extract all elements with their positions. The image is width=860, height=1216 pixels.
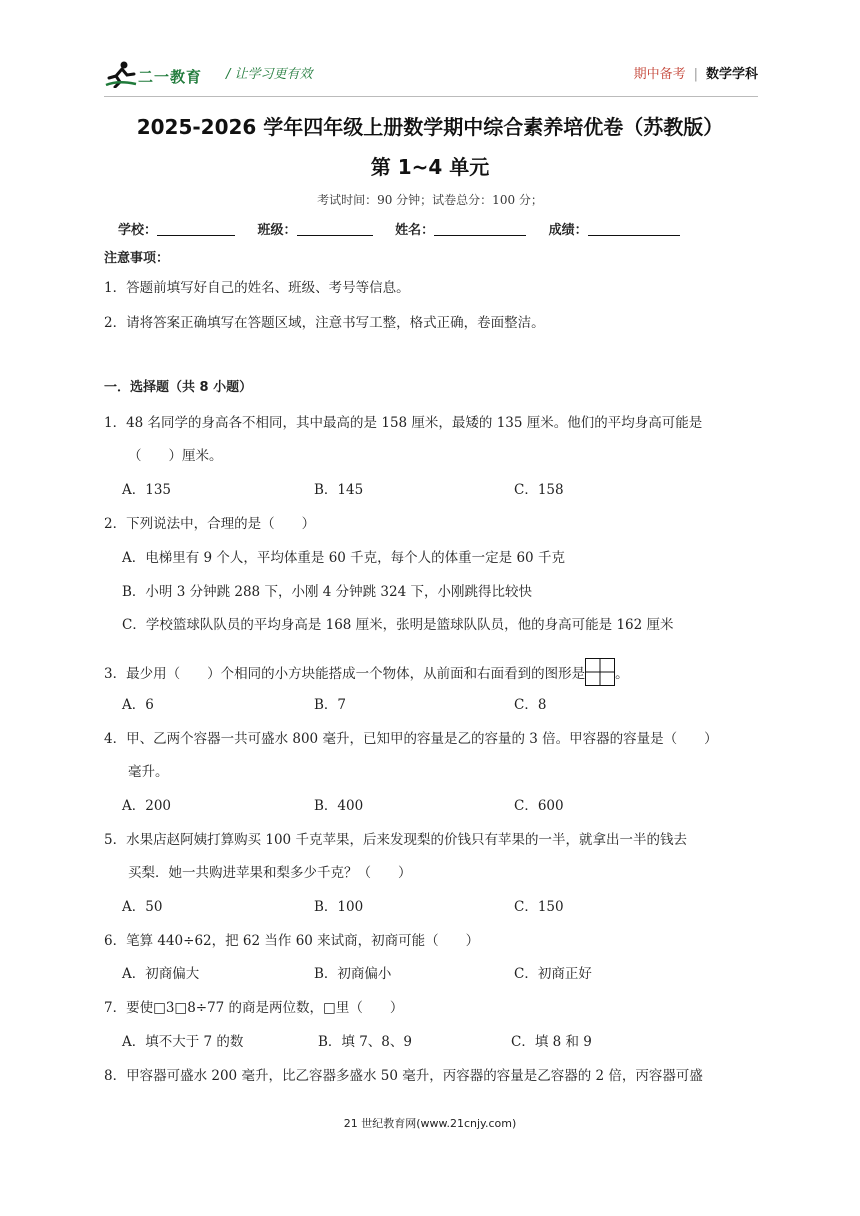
name-field[interactable] xyxy=(395,219,526,238)
question-3-option-c[interactable]: C．8 xyxy=(514,697,547,713)
tag-separator: | xyxy=(693,67,698,82)
subject-tag: 数学学科 xyxy=(705,67,758,82)
question-1-option-b[interactable]: B．145 xyxy=(314,482,364,498)
logo-text: 二一教育 xyxy=(138,68,203,86)
question-5-stem-cont: 买梨．她一共购进苹果和梨多少千克？（ ） xyxy=(128,865,412,881)
question-7-option-b[interactable]: B．填 7、8、9 xyxy=(318,1034,412,1050)
exam-info: 考试时间：90 分钟；试卷总分：100 分； xyxy=(317,193,543,207)
question-5-stem: 5．水果店赵阿姨打算购买 100 千克苹果，后来发现梨的价钱只有苹果的一半，就拿出一半的钱去 xyxy=(104,832,687,848)
question-2-option-c[interactable]: C．学校篮球队队员的平均身高是 168 厘米，张明是篮球队队员，他的身高可能是 162 厘米 xyxy=(122,617,674,633)
question-1-option-c[interactable]: C．158 xyxy=(514,482,564,498)
school-blank[interactable] xyxy=(157,221,235,236)
exam-tag: 期中备考 xyxy=(633,67,686,82)
question-2-stem: 2．下列说法中，合理的是（ ） xyxy=(104,516,316,532)
question-5-option-b[interactable]: B．100 xyxy=(314,899,364,915)
question-6-stem: 6．笔算 440÷62，把 62 当作 60 来试商，初商可能（ ） xyxy=(104,933,480,949)
notes-title: 注意事项： xyxy=(104,251,170,266)
class-field[interactable] xyxy=(258,219,373,238)
question-7-stem: 7．要使□3□8÷77 的商是两位数，□里（ ） xyxy=(104,1000,404,1016)
question-7-option-a[interactable]: A．填不大于 7 的数 xyxy=(122,1034,244,1050)
score-field[interactable] xyxy=(549,219,680,238)
note-item: 1．答题前填写好自己的姓名、班级、考号等信息。 xyxy=(104,280,410,296)
class-blank[interactable] xyxy=(297,221,373,236)
question-2-option-b[interactable]: B．小明 3 分钟跳 288 下，小刚 4 分钟跳 324 下，小刚跳得比较快 xyxy=(122,584,532,600)
question-7-option-c[interactable]: C．填 8 和 9 xyxy=(511,1034,592,1050)
school-label: 学校： xyxy=(118,223,158,238)
question-1-stem: 1．48 名同学的身高各不相同，其中最高的是 158 厘米，最矮的 135 厘米。他们的平均身高可能是 xyxy=(104,415,703,431)
question-6-option-a[interactable]: A．初商偏大 xyxy=(122,966,200,982)
question-4-stem: 4．甲、乙两个容器一共可盛水 800 毫升，已知甲的容量是乙的容量的 3 倍。甲容器的容量是（ ） xyxy=(104,731,718,747)
question-6-option-c[interactable]: C．初商正好 xyxy=(514,966,592,982)
student-info-fields xyxy=(118,219,680,238)
question-1-stem-cont: （ ）厘米。 xyxy=(128,448,223,464)
question-8-stem: 8．甲容器可盛水 200 毫升，比乙容器多盛水 50 毫升，丙容器的容量是乙容器的 2 倍，丙容器可盛 xyxy=(104,1068,703,1084)
question-3-stem: 3．最少用（ ）个相同的小方块能搭成一个物体，从前面和右面看到的图形是 xyxy=(104,666,586,682)
page-footer: 21 世纪教育网(www.21cnjy.com) xyxy=(343,1117,517,1130)
page-header xyxy=(104,52,758,96)
school-field[interactable] xyxy=(118,219,235,238)
runner-logo-icon xyxy=(104,60,138,88)
question-4-option-a[interactable]: A．200 xyxy=(122,798,172,814)
score-blank[interactable] xyxy=(588,221,680,236)
question-4-option-b[interactable]: B．400 xyxy=(314,798,364,814)
header-divider xyxy=(104,96,758,97)
logo xyxy=(104,60,214,88)
section-title: 一．选择题（共 8 小题） xyxy=(104,380,253,395)
score-label: 成绩： xyxy=(548,223,588,238)
two-by-two-grid-icon xyxy=(585,658,615,686)
question-3-option-b[interactable]: B．7 xyxy=(314,697,347,713)
class-label: 班级： xyxy=(257,223,297,238)
note-item: 2．请将答案正确填写在答题区域，注意书写工整，格式正确，卷面整洁。 xyxy=(104,315,545,331)
question-4-stem-cont: 毫升。 xyxy=(128,764,169,780)
name-label: 姓名： xyxy=(395,223,435,238)
header-tags xyxy=(634,63,758,82)
name-blank[interactable] xyxy=(434,221,526,236)
question-2-option-a[interactable]: A．电梯里有 9 个人，平均体重是 60 千克，每个人的体重一定是 60 千克 xyxy=(122,550,565,566)
question-4-option-c[interactable]: C．600 xyxy=(514,798,564,814)
question-3-option-a[interactable]: A．6 xyxy=(122,697,154,713)
page-title: 2025-2026 学年四年级上册数学期中综合素养培优卷（苏教版） xyxy=(136,115,724,139)
slogan: / 让学习更有效 xyxy=(226,67,313,82)
question-6-option-b[interactable]: B．初商偏小 xyxy=(314,966,392,982)
question-5-option-c[interactable]: C．150 xyxy=(514,899,564,915)
question-1-option-a[interactable]: A．135 xyxy=(122,482,172,498)
page-subtitle: 第 1~4 单元 xyxy=(370,155,490,179)
question-3-line xyxy=(104,658,629,686)
question-5-option-a[interactable]: A．50 xyxy=(122,899,163,915)
question-3-stem-end: 。 xyxy=(615,666,629,682)
